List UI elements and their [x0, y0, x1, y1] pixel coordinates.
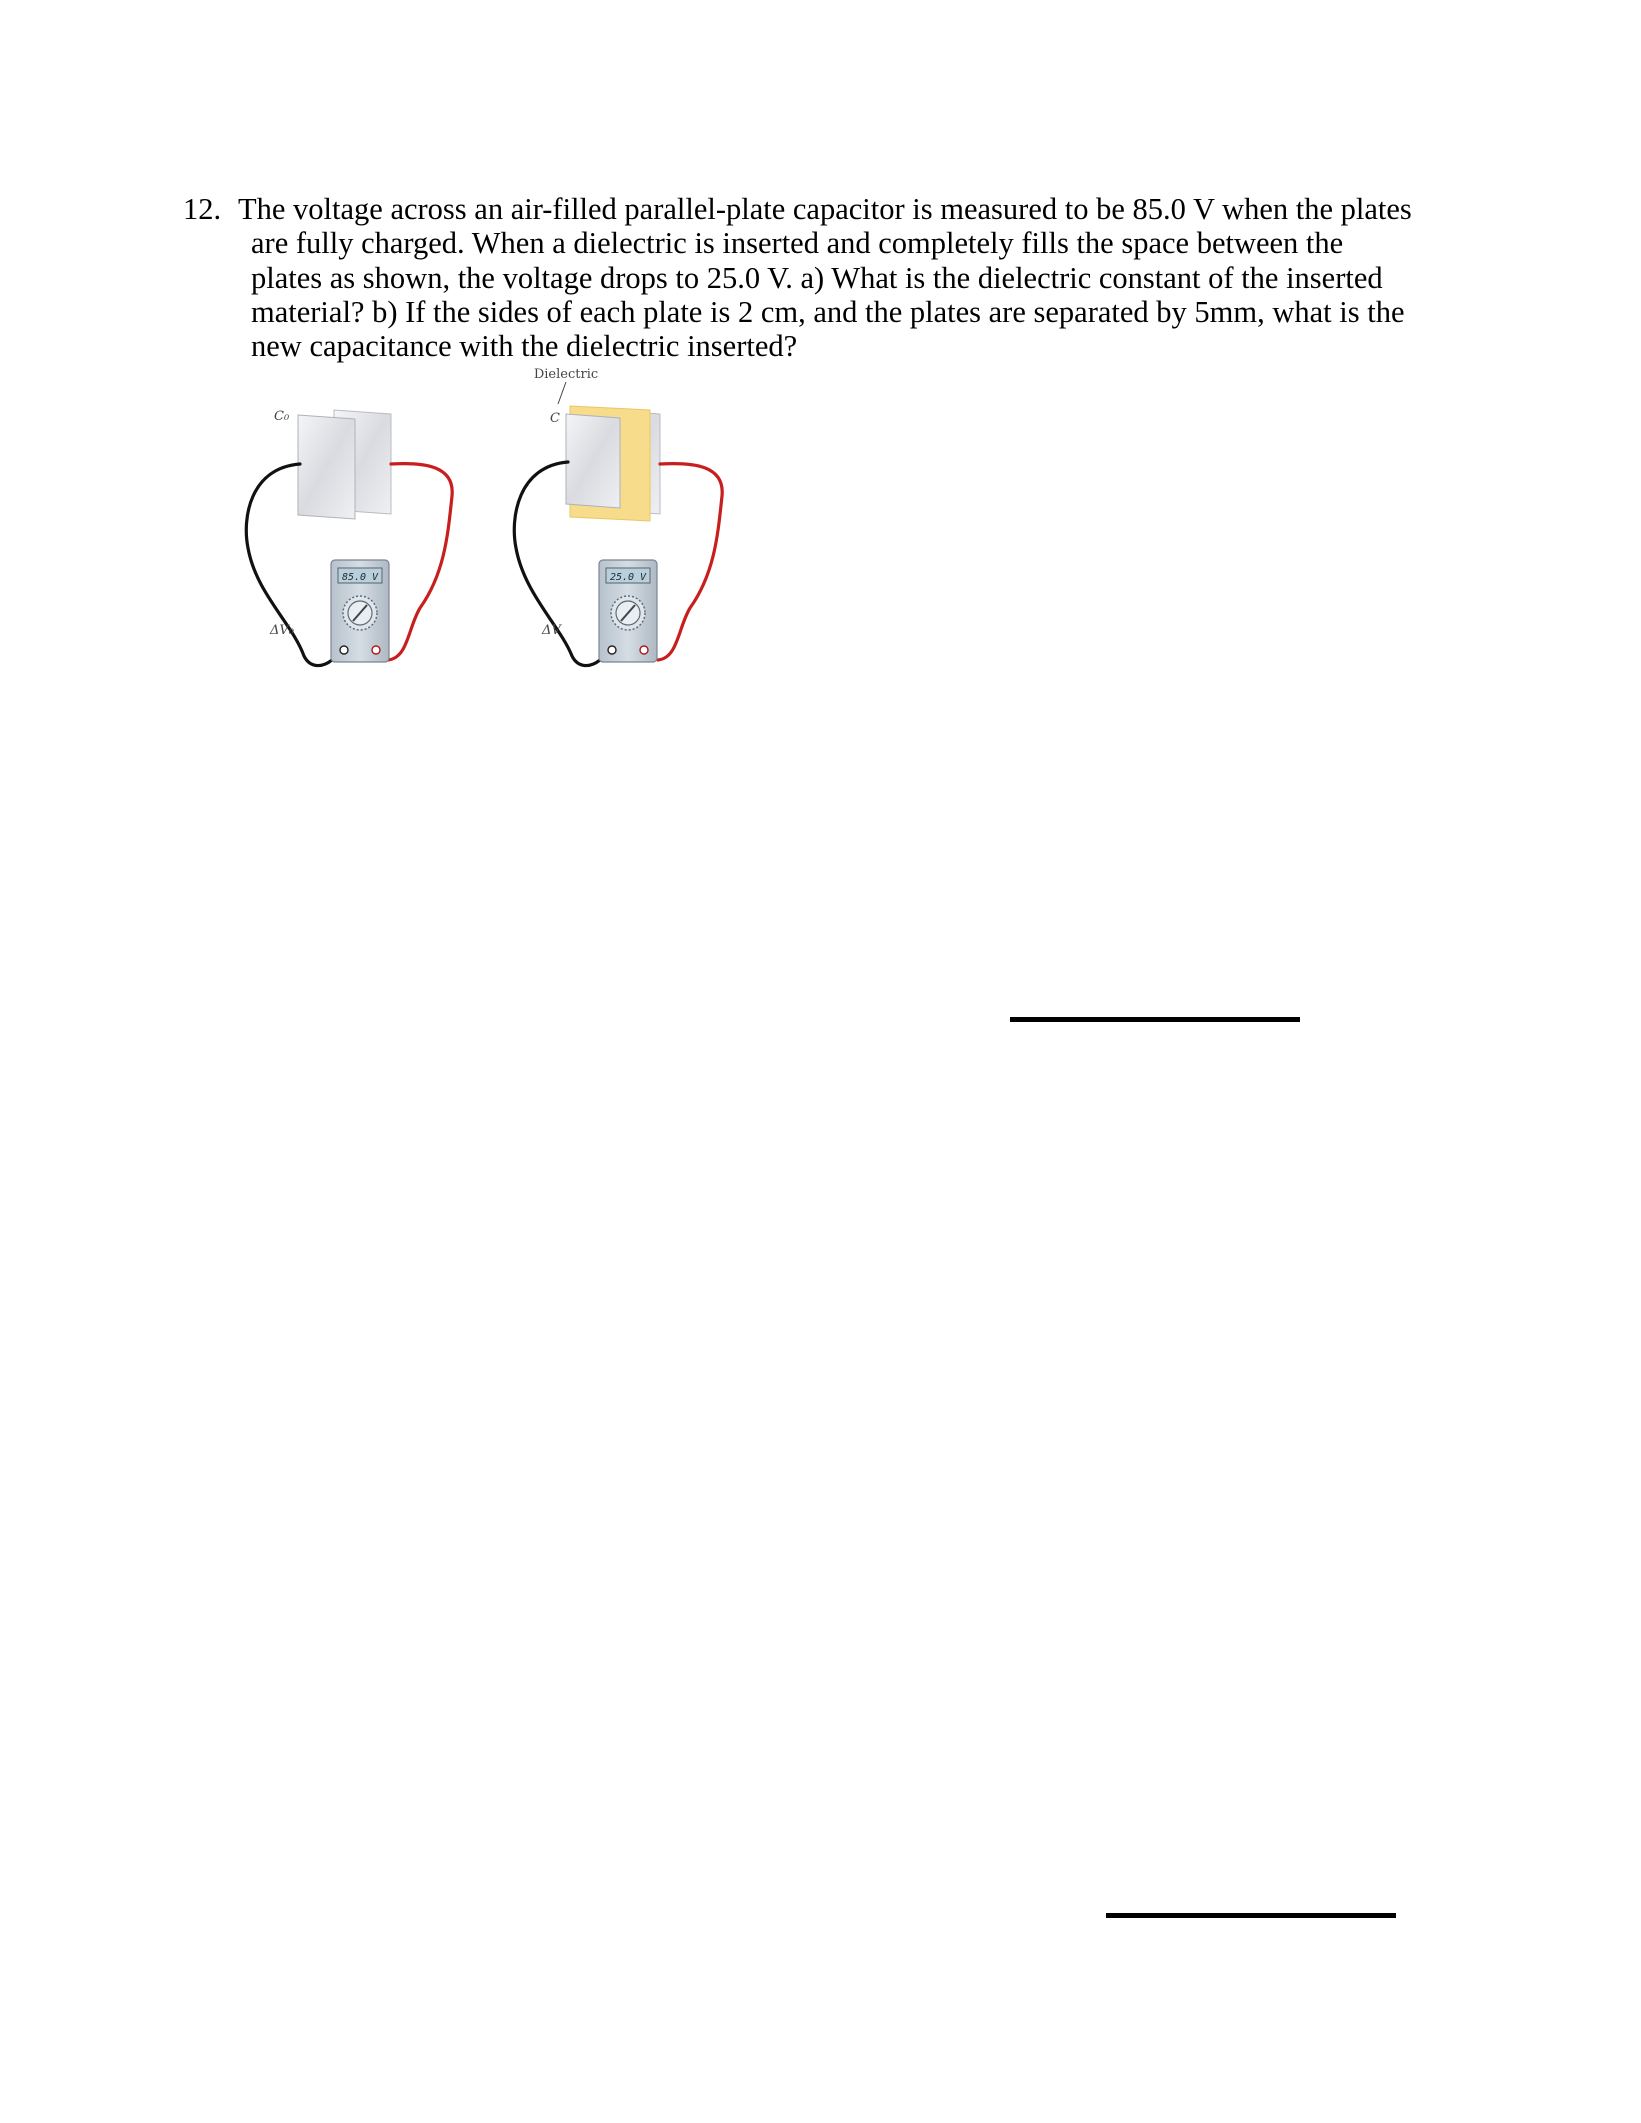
left-capacitance-label: C₀ — [274, 409, 290, 424]
dielectric-label: Dielectric — [533, 368, 599, 382]
left-red-wire — [388, 464, 452, 660]
right-red-terminal — [640, 646, 648, 654]
right-black-terminal — [608, 646, 616, 654]
left-voltage-label: ΔV₀ — [270, 623, 294, 638]
right-voltmeter — [599, 560, 657, 662]
left-voltmeter — [331, 560, 389, 662]
capacitor-figure — [230, 368, 770, 688]
dielectric-leader-line — [558, 382, 566, 404]
right-capacitance-label: C — [550, 411, 560, 426]
left-front-plate — [298, 415, 355, 519]
problem-12 — [183, 192, 1413, 363]
problem-text: The voltage across an air-filled parallel-plate capacitor is measured to be 85.0 V when the plates are fully charged. When a dielectric is inserted and completely fills the space between the plates as shown, the voltage drops to 25.0 V. a) What is the dielectric constant of the inserted material? b) If the sides of each plate is 2 cm, and the plates are separated by 5mm, what is the new capacitance with the dielectric inserted? — [238, 192, 1412, 364]
answer-line-b — [1106, 1913, 1396, 1918]
left-meter-reading: 85.0 V — [341, 572, 379, 583]
right-meter-reading: 25.0 V — [609, 572, 647, 583]
right-capacitor-diagram — [514, 368, 722, 666]
left-capacitor-diagram — [246, 409, 452, 666]
answer-line-a — [1010, 1017, 1300, 1022]
right-front-plate — [566, 414, 620, 508]
left-red-terminal — [372, 646, 380, 654]
right-voltage-label: ΔV — [542, 623, 561, 638]
left-black-terminal — [340, 646, 348, 654]
right-red-wire — [658, 464, 722, 660]
problem-number: 12. — [183, 192, 222, 226]
